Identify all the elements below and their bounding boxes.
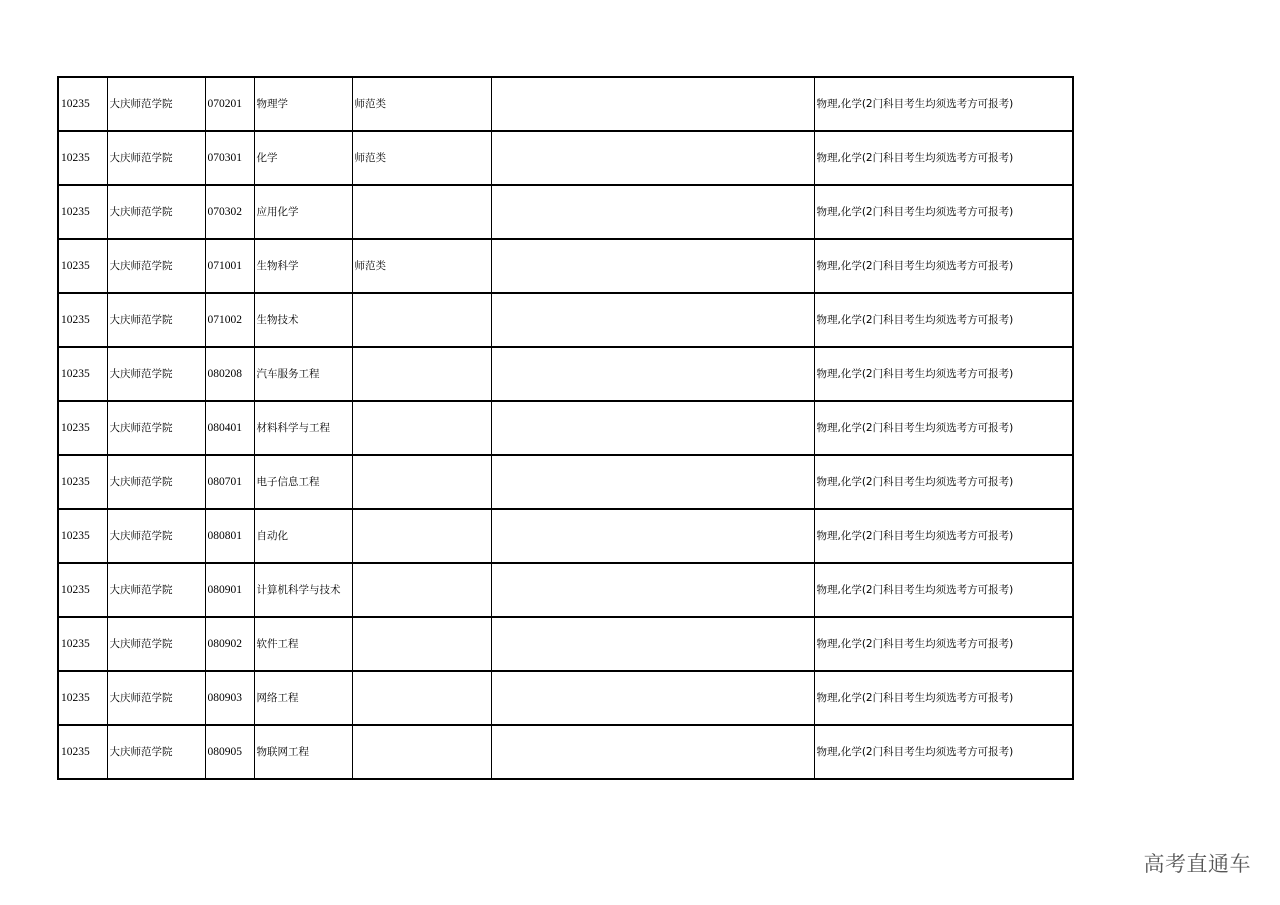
cell-category — [352, 671, 491, 725]
cell-major-name: 网络工程 — [254, 671, 352, 725]
table-row — [58, 293, 1073, 347]
cell-remark — [491, 293, 814, 347]
cell-major-code: 080208 — [205, 347, 254, 401]
cell-major-code: 080902 — [205, 617, 254, 671]
cell-major-code: 080903 — [205, 671, 254, 725]
cell-school-code: 10235 — [58, 185, 107, 239]
cell-school-code: 10235 — [58, 455, 107, 509]
cell-category: 师范类 — [352, 131, 491, 185]
cell-major-name: 生物技术 — [254, 293, 352, 347]
cell-category — [352, 455, 491, 509]
cell-major-name: 生物科学 — [254, 239, 352, 293]
cell-major-code: 071002 — [205, 293, 254, 347]
cell-category — [352, 185, 491, 239]
cell-school-name: 大庆师范学院 — [107, 77, 205, 131]
cell-major-code: 080701 — [205, 455, 254, 509]
cell-major-code: 070301 — [205, 131, 254, 185]
cell-major-name: 电子信息工程 — [254, 455, 352, 509]
table-row — [58, 725, 1073, 779]
cell-category — [352, 347, 491, 401]
cell-remark — [491, 563, 814, 617]
cell-school-name: 大庆师范学院 — [107, 185, 205, 239]
cell-school-code: 10235 — [58, 725, 107, 779]
cell-major-name: 材料科学与工程 — [254, 401, 352, 455]
cell-school-name: 大庆师范学院 — [107, 293, 205, 347]
cell-major-name: 物理学 — [254, 77, 352, 131]
cell-school-code: 10235 — [58, 293, 107, 347]
cell-major-name: 汽车服务工程 — [254, 347, 352, 401]
cell-school-code: 10235 — [58, 509, 107, 563]
cell-school-code: 10235 — [58, 401, 107, 455]
cell-major-code: 071001 — [205, 239, 254, 293]
cell-school-name: 大庆师范学院 — [107, 671, 205, 725]
cell-major-name: 自动化 — [254, 509, 352, 563]
cell-subject-requirement: 物理,化学(2门科目考生均须选考方可报考) — [814, 347, 1073, 401]
cell-school-code: 10235 — [58, 77, 107, 131]
table-row — [58, 77, 1073, 131]
cell-school-name: 大庆师范学院 — [107, 131, 205, 185]
cell-school-code: 10235 — [58, 671, 107, 725]
cell-subject-requirement: 物理,化学(2门科目考生均须选考方可报考) — [814, 563, 1073, 617]
cell-major-code: 080401 — [205, 401, 254, 455]
cell-school-name: 大庆师范学院 — [107, 725, 205, 779]
cell-school-name: 大庆师范学院 — [107, 455, 205, 509]
cell-subject-requirement: 物理,化学(2门科目考生均须选考方可报考) — [814, 617, 1073, 671]
cell-school-name: 大庆师范学院 — [107, 347, 205, 401]
cell-major-name: 物联网工程 — [254, 725, 352, 779]
cell-subject-requirement: 物理,化学(2门科目考生均须选考方可报考) — [814, 239, 1073, 293]
cell-school-code: 10235 — [58, 617, 107, 671]
table-row — [58, 617, 1073, 671]
cell-category — [352, 725, 491, 779]
cell-major-code: 080901 — [205, 563, 254, 617]
cell-school-code: 10235 — [58, 239, 107, 293]
table-row — [58, 347, 1073, 401]
cell-category — [352, 401, 491, 455]
cell-category: 师范类 — [352, 239, 491, 293]
cell-remark — [491, 77, 814, 131]
cell-school-code: 10235 — [58, 347, 107, 401]
table-row — [58, 671, 1073, 725]
cell-remark — [491, 401, 814, 455]
cell-category — [352, 617, 491, 671]
cell-subject-requirement: 物理,化学(2门科目考生均须选考方可报考) — [814, 293, 1073, 347]
cell-remark — [491, 185, 814, 239]
cell-subject-requirement: 物理,化学(2门科目考生均须选考方可报考) — [814, 671, 1073, 725]
cell-subject-requirement: 物理,化学(2门科目考生均须选考方可报考) — [814, 455, 1073, 509]
cell-subject-requirement: 物理,化学(2门科目考生均须选考方可报考) — [814, 131, 1073, 185]
watermark-text: 高考直通车 — [1143, 852, 1251, 876]
admission-requirements-table — [57, 76, 1074, 780]
cell-major-code: 080905 — [205, 725, 254, 779]
cell-subject-requirement: 物理,化学(2门科目考生均须选考方可报考) — [814, 725, 1073, 779]
cell-category — [352, 563, 491, 617]
cell-school-name: 大庆师范学院 — [107, 401, 205, 455]
cell-school-code: 10235 — [58, 131, 107, 185]
cell-major-code: 070302 — [205, 185, 254, 239]
table-row — [58, 509, 1073, 563]
cell-major-code: 070201 — [205, 77, 254, 131]
cell-school-name: 大庆师范学院 — [107, 617, 205, 671]
cell-school-name: 大庆师范学院 — [107, 509, 205, 563]
cell-remark — [491, 509, 814, 563]
cell-subject-requirement: 物理,化学(2门科目考生均须选考方可报考) — [814, 77, 1073, 131]
table-row — [58, 239, 1073, 293]
cell-major-name: 应用化学 — [254, 185, 352, 239]
cell-category — [352, 293, 491, 347]
cell-remark — [491, 347, 814, 401]
cell-remark — [491, 131, 814, 185]
cell-subject-requirement: 物理,化学(2门科目考生均须选考方可报考) — [814, 509, 1073, 563]
cell-remark — [491, 239, 814, 293]
cell-remark — [491, 455, 814, 509]
cell-remark — [491, 725, 814, 779]
table-body — [58, 77, 1073, 779]
cell-major-code: 080801 — [205, 509, 254, 563]
cell-school-name: 大庆师范学院 — [107, 239, 205, 293]
table-row — [58, 401, 1073, 455]
cell-category: 师范类 — [352, 77, 491, 131]
cell-category — [352, 509, 491, 563]
table-row — [58, 185, 1073, 239]
cell-major-name: 化学 — [254, 131, 352, 185]
table-row — [58, 131, 1073, 185]
cell-remark — [491, 617, 814, 671]
cell-subject-requirement: 物理,化学(2门科目考生均须选考方可报考) — [814, 185, 1073, 239]
cell-major-name: 软件工程 — [254, 617, 352, 671]
cell-subject-requirement: 物理,化学(2门科目考生均须选考方可报考) — [814, 401, 1073, 455]
table-row — [58, 563, 1073, 617]
cell-school-name: 大庆师范学院 — [107, 563, 205, 617]
cell-remark — [491, 671, 814, 725]
cell-major-name: 计算机科学与技术 — [254, 563, 352, 617]
table-row — [58, 455, 1073, 509]
cell-school-code: 10235 — [58, 563, 107, 617]
